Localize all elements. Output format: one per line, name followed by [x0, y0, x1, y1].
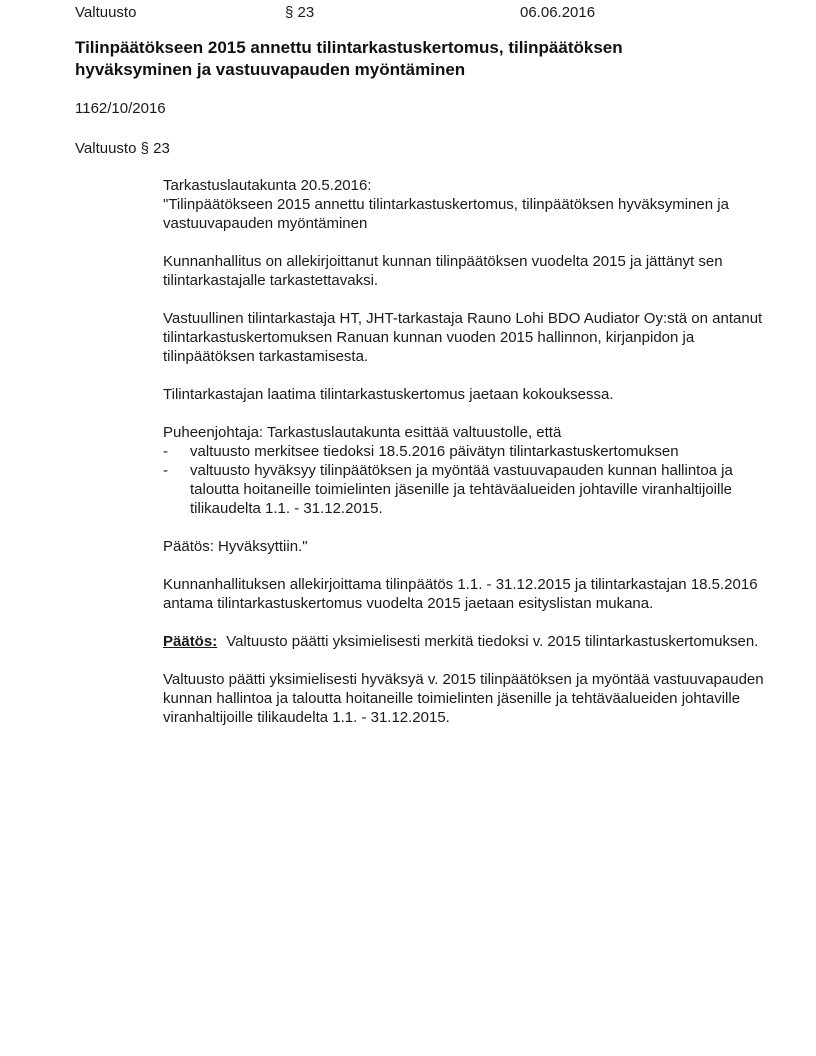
bullet-text: valtuusto hyväksyy tilinpäätöksen ja myöntää vastuuvapauden kunnan hallintoa ja taloutta hoitaneille toimielinten jäsenille ja tehtäväalueiden johtaville viranhaltijoille tilikaudelta 1.1. - 31.12.2015. [190, 462, 733, 517]
bullet-dash-marker: - [163, 443, 168, 460]
section-reference: Valtuusto § 23 [75, 140, 170, 157]
paragraph-council-decision [163, 632, 785, 651]
chair-proposal-intro: Puheenjohtaja: Tarkastuslautakunta esittää valtuustolle, että [163, 424, 562, 441]
document-body [163, 176, 785, 727]
header-date: 06.06.2016 [520, 4, 596, 21]
list-item [163, 442, 785, 461]
paragraph-distribution: Kunnanhallituksen allekirjoittama tilinpäätös 1.1. - 31.12.2015 ja tilintarkastajan 18.5.2016 antama tilintarkastuskertomus vuodelta 2015 jaetaan esityslistan mukana. [163, 576, 758, 612]
paragraph-chair-proposal [163, 423, 785, 518]
bullet-text: valtuusto merkitsee tiedoksi 18.5.2016 päivätyn tilintarkastuskertomuksen [190, 443, 679, 460]
bullet-dash-marker: - [163, 462, 168, 479]
page-title: Tilinpäätökseen 2015 annettu tilintarkastuskertomus, tilinpäätöksen hyväksyminen ja vastuuvapauden myöntäminen [75, 38, 623, 79]
decision-label: Päätös: [163, 633, 218, 650]
header-organ: Valtuusto [75, 4, 137, 21]
case-number: 1162/10/2016 [75, 100, 166, 117]
review-board-quote-title: "Tilinpäätökseen 2015 annettu tilintarkastuskertomus, tilinpäätöksen hyväksyminen ja vastuuvapauden myöntäminen [163, 196, 729, 232]
page-header [75, 3, 780, 22]
paragraph-auditor: Vastuullinen tilintarkastaja HT, JHT-tarkastaja Rauno Lohi BDO Audiator Oy:stä on antanut tilintarkastuskertomuksen Ranuan kunnan vuoden 2015 hallinnon, kirjanpidon ja tilinpäätöksen tarkastamisesta. [163, 310, 763, 365]
paragraph-review-board [163, 176, 785, 233]
paragraph-final-decision: Valtuusto päätti yksimielisesti hyväksyä v. 2015 tilinpäätöksen ja myöntää vastuuvapauden kunnan hallintoa ja taloutta hoitaneille toimielinten jäsenille ja tehtäväalueiden johtaville viranhaltijoille tilikaudelta 1.1. - 31.12.2015. [163, 671, 764, 726]
paragraph-signing: Kunnanhallitus on allekirjoittanut kunnan tilinpäätöksen vuodelta 2015 ja jättänyt sen tilintarkastajalle tarkastettavaksi. [163, 253, 723, 289]
paragraph-report-handout: Tilintarkastajan laatima tilintarkastuskertomus jaetaan kokouksessa. [163, 386, 614, 403]
header-section-number: § 23 [285, 4, 315, 21]
decision-text: Valtuusto päätti yksimielisesti merkitä tiedoksi v. 2015 tilintarkastuskertomuksen. [226, 633, 759, 650]
paragraph-committee-decision: Päätös: Hyväksyttiin." [163, 538, 308, 555]
list-item [163, 461, 785, 518]
review-board-header: Tarkastuslautakunta 20.5.2016: [163, 177, 372, 194]
